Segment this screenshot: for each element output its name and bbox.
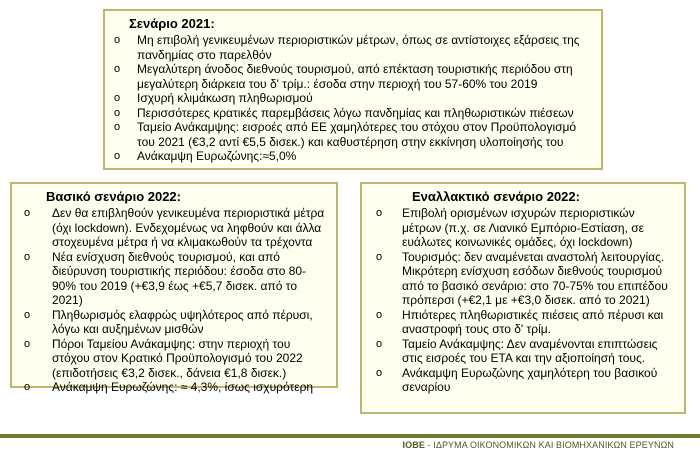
- list-item-text: Δεν θα επιβληθούν γενικευμένα περιοριστικά μέτρα (όχι lockdown). Ενδεχομένως να ληφθούν και άλλα στοχευμένα μέτρα ή να κλιμακωθούν τα τρέχοντα: [52, 206, 325, 249]
- list-item-text: Μεγαλύτερη άνοδος διεθνούς τουρισμού, από επέκταση τουριστικής περιόδου στη μεγαλύτερη διάρκεια του δ' τρίμ.: έσοδα στην περιοχή του 57-60% του 2019: [137, 62, 573, 91]
- bullet-icon: o: [114, 63, 121, 75]
- bullet-icon: o: [376, 207, 383, 219]
- list-item: [18, 250, 330, 308]
- list-item-text: Πόροι Ταμείου Ανάκαμψης: στην περιοχή του στόχου στον Κρατικό Προϋπολογισμό του 2022 (επιδοτήσεις €3,2 δισεκ., δάνεια €1,8 δισεκ.): [52, 336, 303, 380]
- list-item: [111, 106, 593, 121]
- list-item: [111, 149, 593, 164]
- bullet-icon: o: [114, 92, 121, 104]
- bullet-icon: o: [24, 308, 31, 321]
- bullet-icon: o: [24, 381, 31, 393]
- alternative-scenario-2022-box: [360, 182, 686, 414]
- bullet-icon: o: [24, 250, 31, 263]
- list-item: [18, 380, 330, 395]
- bullet-icon: o: [376, 366, 383, 379]
- scenario-2021-list: [111, 33, 593, 164]
- bullet-icon: o: [24, 337, 31, 350]
- bullet-icon: o: [376, 308, 383, 321]
- list-item-text: Ανάκαμψη Ευρωζώνης χαμηλότερη του βασικού σεναρίου: [402, 365, 658, 394]
- list-item-text: Ταμείο Ανάκαμψης: εισροές από ΕΕ χαμηλότερες του στόχου στον Προϋπολογισμό του 2021 (€3,2 αντί €5,5 δισεκ.) και καθυστέρηση στην εκκίνηση υλοποίησής του: [137, 120, 577, 149]
- list-item: [111, 33, 593, 62]
- footer-institution: ΙΔΡΥΜΑ ΟΙΚΟΝΟΜΙΚΩΝ ΚΑΙ ΒΙΟΜΗΧΑΝΙΚΩΝ ΕΡΕΥΝΩΝ: [433, 440, 674, 450]
- list-item: [368, 308, 676, 337]
- bullet-icon: o: [114, 106, 121, 119]
- list-item-text: Ανάκαμψη Ευρωζώνης: ≈ 4,3%, ίσως ισχυρότερη: [52, 380, 314, 394]
- list-item: [111, 62, 593, 91]
- list-item: [18, 206, 330, 250]
- alternative-scenario-2022-title: Εναλλακτικό σενάριο 2022:: [412, 189, 580, 204]
- bullet-icon: o: [376, 337, 383, 350]
- list-item: [111, 120, 593, 149]
- list-item: [111, 91, 593, 106]
- baseline-scenario-2022-box: [10, 182, 338, 394]
- list-item-text: Επιβολή ορισμένων ισχυρών περιοριστικών μέτρων (π.χ. σε Λιανικό Εμπόριο-Εστίαση, σε ευάλωτες κοινωνικές ομάδες, όχι lockdown): [402, 206, 644, 249]
- list-item-text: Μη επιβολή γενικευμένων περιοριστικών μέτρων, όπως σε αντίστοιχες εξάρσεις της πανδημίας στο παρελθόν: [137, 33, 580, 62]
- list-item-text: Περισσότερες κρατικές παρεμβάσεις λόγω πανδημίας και πληθωριστικών πιέσεων: [137, 105, 574, 120]
- footer-divider: [0, 434, 700, 438]
- list-item: [368, 337, 676, 366]
- list-item-text: Ηπιότερες πληθωριστικές πιέσεις από πέρυσι και αναστροφή τους στο δ' τρίμ.: [402, 307, 664, 336]
- list-item-text: Ανάκαμψη Ευρωζώνης:≈5,0%: [137, 149, 297, 163]
- bullet-icon: o: [376, 250, 383, 263]
- footer-text: [403, 440, 674, 451]
- bullet-icon: o: [114, 34, 121, 46]
- scenario-2021-title: Σενάριο 2021:: [129, 16, 215, 31]
- baseline-scenario-2022-list: [18, 206, 330, 395]
- bullet-icon: o: [114, 121, 121, 133]
- alternative-scenario-2022-list: [368, 206, 676, 395]
- footer-separator: -: [424, 440, 434, 450]
- list-item-text: Ισχυρή κλιμάκωση πληθωρισμού: [137, 91, 313, 105]
- baseline-scenario-2022-title: Βασικό σενάριο 2022:: [46, 189, 181, 204]
- list-item-text: Τουρισμός: δεν αναμένεται αναστολή λειτουργίας. Μικρότερη ενίσχυση εσόδων διεθνούς τουρισμού από το βασικό σενάριο: στο 70-75% του επιπέδου πρόπερσι (+€2,1 με +€3,0 δισεκ. από το 2021): [402, 249, 668, 307]
- list-item: [368, 366, 676, 395]
- list-item-text: Νέα ενίσχυση διεθνούς τουρισμού, και από διεύρυνση τουριστικής περιόδου: έσοδα στο 80-90% του 2019 (+€3,9 έως +€5,7 δισεκ. από το 2021): [52, 249, 307, 307]
- list-item: [368, 250, 676, 308]
- list-item: [368, 206, 676, 250]
- footer: [0, 434, 700, 454]
- bullet-icon: o: [114, 150, 121, 162]
- bullet-icon: o: [24, 207, 31, 219]
- list-item: [18, 308, 330, 337]
- list-item: [18, 337, 330, 381]
- footer-brand: ΙΟΒΕ: [402, 440, 425, 450]
- scenario-2021-box: [103, 9, 603, 170]
- list-item-text: Ταμείο Ανάκαμψης: Δεν αναμένονται επιπτώσεις στις εισροές του ΕΤΑ και την αξιοποίησή τους.: [402, 336, 658, 365]
- list-item-text: Πληθωρισμός ελαφρώς υψηλότερος από πέρυσι, λόγω και αυξημένων μισθών: [52, 307, 313, 336]
